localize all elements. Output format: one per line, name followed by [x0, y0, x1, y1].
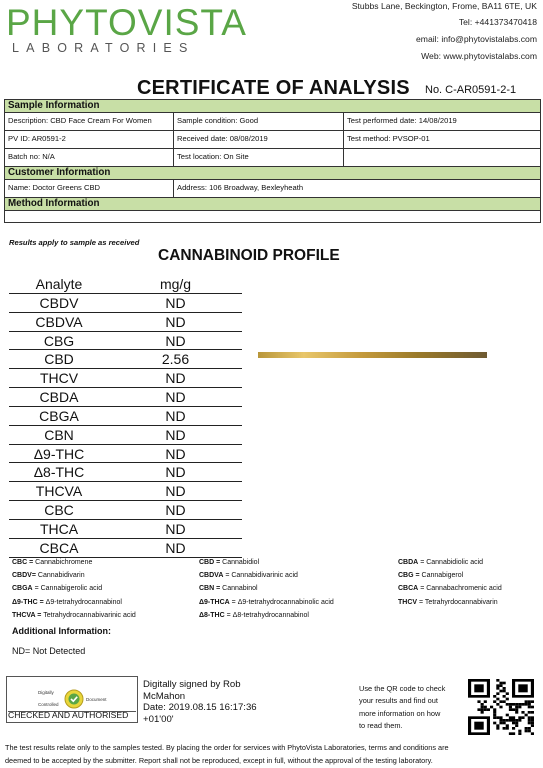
empty-cell: [344, 149, 540, 166]
analyte-value: ND: [165, 502, 186, 519]
legend-abbreviation: CBDV=: [12, 572, 36, 580]
sample-condition: Sample condition: Good: [174, 113, 344, 130]
company-logo-subtitle: LABORATORIES: [12, 41, 195, 55]
table-row: [9, 539, 242, 558]
unit-column-header: mg/g: [159, 276, 192, 292]
legend-entry: [398, 582, 502, 595]
checked-authorised-label: CHECKED AND AUTHORISED: [8, 710, 129, 720]
legend-meaning: = Δ9-tetrahydrocannabinolic acid: [231, 598, 334, 606]
digitally-label: Digitally: [38, 690, 54, 695]
legend-abbreviation: CBC =: [12, 559, 34, 566]
footer-line: deemed to be accepted by the submitter. Report shall not be reproduced, except in full, without the approval of the testing laboratory.: [5, 756, 433, 765]
analyte-value: ND: [165, 294, 186, 311]
signature-line: Date: 2019.08.15 16:17:36: [143, 702, 257, 713]
analyte-name: CBDVA: [35, 313, 83, 330]
footer-disclaimer: [5, 741, 540, 767]
qr-code-icon[interactable]: [468, 679, 534, 735]
legend-meaning: Cannabichromene: [35, 559, 93, 566]
table-row: [5, 211, 540, 222]
table-row: [9, 482, 242, 501]
company-address: Stubbs Lane, Beckington, Frome, BA11 6TE, UK: [351, 1, 537, 11]
analyte-value: ND: [165, 407, 186, 424]
analyte-value: ND: [165, 539, 186, 556]
legend-entry: [398, 596, 502, 609]
legend-abbreviation: Δ9-THC =: [12, 598, 44, 606]
analyte-name: CBC: [44, 502, 74, 519]
analyte-value: ND: [165, 313, 186, 330]
analyte-value: ND: [165, 520, 186, 537]
table-row: [9, 520, 242, 539]
signature-line: Digitally signed by Rob: [143, 679, 241, 690]
sample-info-heading: Sample Information: [5, 100, 540, 113]
qr-instruction-line: Use the QR code to check: [359, 684, 446, 693]
legend-meaning: = Cannabigerolic acid: [34, 585, 103, 593]
batch-number: Batch no: N/A: [5, 149, 174, 166]
analyte-name: CBDA: [39, 389, 79, 406]
legend-meaning: = Δ8-tetrahydrocannabinol: [226, 611, 309, 619]
analyte-name: CBCA: [39, 539, 79, 556]
analyte-value: ND: [165, 389, 186, 406]
sample-description: Description: CBD Face Cream For Women: [5, 113, 174, 130]
analyte-name: CBN: [44, 426, 74, 443]
analyte-name: CBD: [44, 351, 74, 368]
table-row: [5, 131, 540, 149]
qr-instructions: [359, 683, 445, 733]
signature-line: +01'00': [143, 713, 174, 725]
legend-entry: [199, 582, 334, 595]
qr-instruction-line: your results and find out: [359, 696, 438, 706]
legend-meaning: = Cannabachromenic acid: [420, 585, 502, 593]
analyte-name: Δ8-THC: [33, 464, 85, 481]
table-row: [5, 113, 540, 131]
certificate-title: CERTIFICATE OF ANALYSIS: [137, 77, 410, 99]
legend-abbreviation: CBGA: [12, 585, 33, 593]
qr-instruction-line: to read them.: [359, 721, 403, 731]
verified-seal-icon: [64, 689, 84, 709]
table-header-row: [9, 275, 242, 294]
legend-meaning: Cannabigerol: [421, 572, 464, 580]
test-performed-date: Test performed date: 14/08/2019: [347, 116, 457, 125]
analyte-value: ND: [165, 426, 186, 443]
table-row: [9, 388, 242, 407]
legend-abbreviation: CBCA: [398, 585, 419, 593]
digital-signature-text: [143, 679, 257, 725]
method-info-empty: [5, 211, 540, 222]
legend-abbreviation: CBD =: [199, 559, 221, 566]
legend-abbreviation: CBG =: [398, 572, 420, 580]
legend-column-1: [12, 556, 136, 622]
legend-abbreviation: Δ9-THCA: [199, 598, 230, 606]
received-date: Received date: 08/08/2019: [174, 131, 344, 148]
footer-line: The test results relate only to the samples tested. By placing the order for services with PhytoVista Laboratories, terms and conditions are: [5, 743, 449, 752]
certificate-number: No. C-AR0591-2-1: [425, 84, 517, 96]
table-row: [9, 445, 242, 464]
method-info-heading: Method Information: [5, 198, 540, 211]
analyte-name: CBGA: [39, 407, 79, 424]
analyte-value: ND: [165, 464, 186, 481]
analyte-name: THCV: [39, 370, 79, 387]
customer-info-heading: Customer Information: [5, 167, 540, 180]
analyte-column-header: Analyte: [35, 276, 83, 292]
analyte-value: ND: [165, 370, 186, 387]
results-note: Results apply to sample as received: [9, 238, 140, 247]
legend-column-3: [398, 556, 502, 609]
analyte-name: THCVA: [35, 483, 83, 500]
table-row: [9, 426, 242, 445]
legend-entry: [12, 609, 136, 622]
legend-abbreviation: Δ8-THC: [199, 611, 225, 619]
analyte-value: ND: [165, 483, 186, 500]
company-phone: Tel: +441373470418: [458, 17, 537, 27]
table-row: [9, 332, 242, 351]
legend-entry: [12, 569, 136, 582]
analyte-name: CBG: [43, 332, 75, 349]
legend-entry: [12, 582, 136, 595]
legend-column-2: [199, 556, 334, 622]
table-row: [9, 313, 242, 332]
table-row: [9, 369, 242, 388]
legend-entry: [398, 556, 502, 569]
table-row: [9, 463, 242, 482]
controlled-label: Controlled: [38, 702, 59, 707]
table-row: [5, 180, 540, 198]
table-row: [9, 501, 242, 520]
legend-entry: [199, 556, 334, 569]
pv-id: PV ID: AR0591-2: [5, 131, 174, 148]
sample-info-table: [4, 99, 541, 223]
company-email: email: info@phytovistalabs.com: [416, 34, 537, 44]
legend-entry: [12, 596, 136, 609]
document-label: Document: [86, 697, 107, 702]
analyte-name: THCA: [39, 520, 79, 537]
legend-meaning: Tetrahydrocannabivarinic acid: [43, 611, 136, 619]
legend-abbreviation: THCVA =: [12, 611, 42, 619]
signature-line: McMahon: [143, 690, 186, 702]
customer-address: Address: 106 Broadway, Bexleyheath: [177, 183, 304, 192]
legend-meaning: = Tetrahyrdocannabivarin: [419, 598, 498, 606]
customer-name: Name: Doctor Greens CBD: [5, 180, 174, 197]
table-row: [9, 407, 242, 426]
legend-meaning: = Cannabidivarinic acid: [225, 572, 298, 580]
legend-entry: [199, 609, 334, 622]
cannabinoid-profile-title: CANNABINOID PROFILE: [158, 247, 340, 264]
table-row: [9, 294, 242, 313]
analyte-name: Δ9-THC: [33, 445, 85, 462]
legend-meaning: Δ9-tetrahydrocannabinol: [45, 598, 122, 606]
company-logo-wordmark: PHYTOVISTA: [6, 2, 247, 43]
table-row: [9, 350, 242, 369]
table-row: [5, 149, 540, 167]
legend-abbreviation: THCV: [398, 598, 418, 606]
legend-meaning: Cannabinol: [222, 585, 258, 593]
nd-definition: ND= Not Detected: [12, 646, 86, 656]
analyte-value: 2.56: [161, 351, 190, 368]
cannabinoid-table: [9, 275, 242, 558]
qr-instruction-line: more information on how: [359, 708, 441, 718]
legend-meaning: Cannabidiol: [222, 559, 260, 566]
test-method: Test method: PVSOP-01: [347, 134, 430, 143]
additional-info-heading: Additional Information:: [12, 626, 111, 636]
legend-entry: [199, 596, 334, 609]
cbd-result-bar: [258, 352, 487, 358]
legend-abbreviation: CBDVA: [199, 572, 224, 580]
legend-meaning: Cannabidivarin: [37, 572, 85, 580]
legend-entry: [12, 556, 136, 569]
analyte-value: ND: [165, 332, 186, 349]
legend-meaning: = Cannabidiolic acid: [420, 559, 484, 566]
analyte-name: CBDV: [39, 294, 79, 311]
legend-entry: [398, 569, 502, 582]
analyte-value: ND: [165, 445, 186, 462]
legend-entry: [199, 569, 334, 582]
legend-abbreviation: CBDA: [398, 559, 419, 566]
company-website: Web: www.phytovistalabs.com: [421, 51, 537, 61]
legend-abbreviation: CBN =: [199, 585, 221, 593]
test-location: Test location: On Site: [174, 149, 344, 166]
